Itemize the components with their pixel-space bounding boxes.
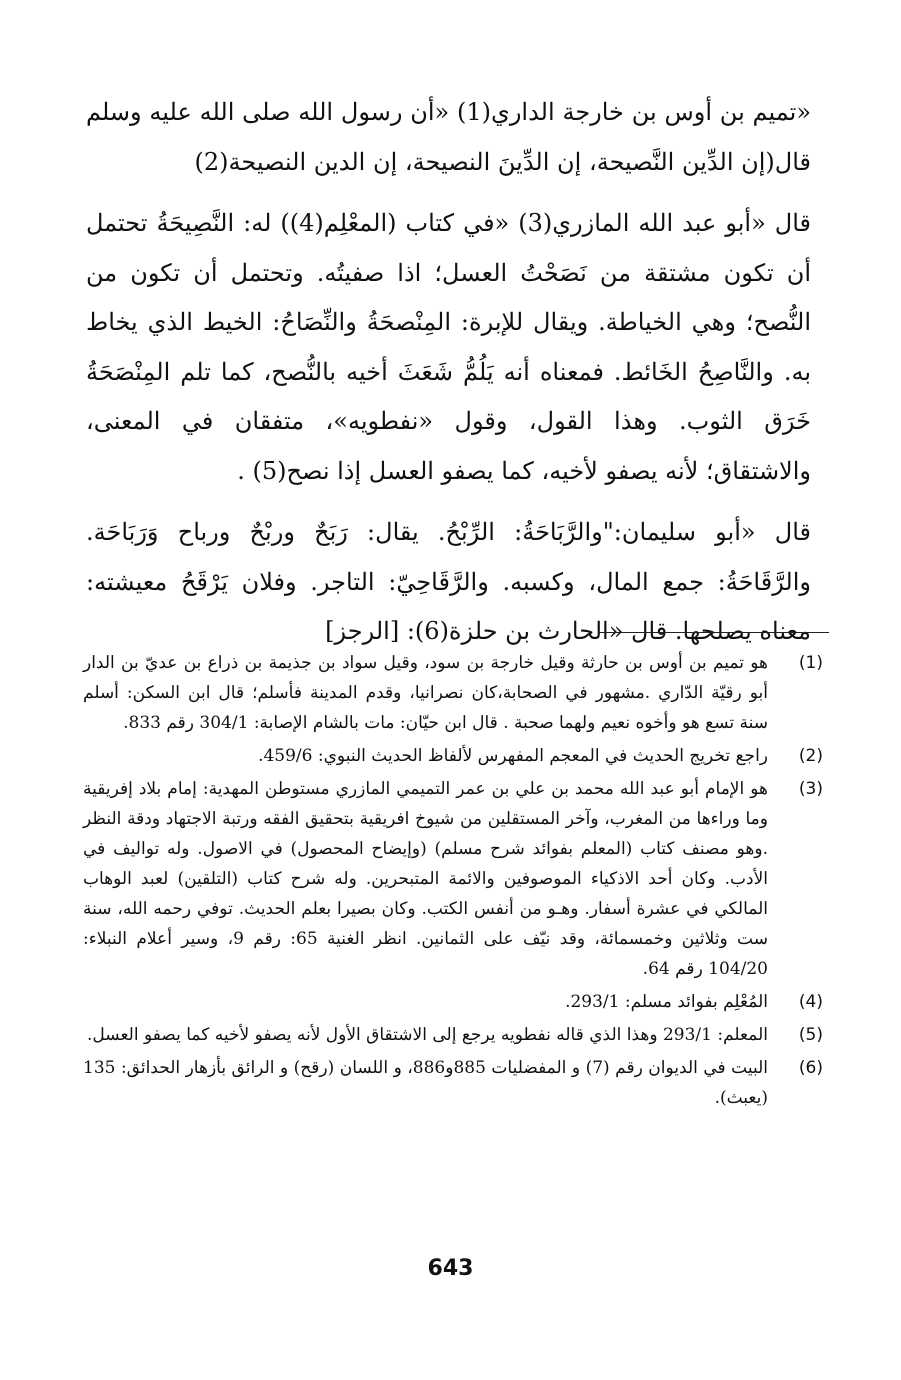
footnote: [83, 648, 823, 738]
footnote-text: المُعْلِم بفوائد مسلم: 293/1.: [565, 992, 768, 1012]
footnote: [83, 774, 823, 984]
main-text: [86, 88, 811, 669]
footnote: [83, 987, 823, 1017]
footnote-text: البيت في الديوان رقم (7) و المفضليات 885و886، و اللسان (رقح) و الرائق بأزهار الحدائق: 135 (يعبث).: [83, 1058, 768, 1108]
paragraph-3: قال «أبو سليمان:"والرَّبَاحَةُ: الرِّبْحُ. يقال: رَبَحٌ وربْحٌ ورباح وَرَبَاحَة. والرَّقَاحَةُ: جمع المال، وكسبه. والرَّقَاحِيّ: التاجر. وفلان يَرْقَحُ معيشته: معناه يصلحها. قال «الحارث بن حلزة(6): [الرجز]: [86, 518, 811, 645]
footnote: [83, 741, 823, 771]
footnote-number: (3): [798, 779, 823, 799]
footnote-text: المعلم: 293/1 وهذا الذي قاله نفطويه يرجع إلى الاشتقاق الأول لأنه يصفو لأخيه كما يصفو العسل.: [87, 1025, 768, 1045]
footnote-text: هو الإمام أبو عبد الله محمد بن علي بن عمر التميمي المازري مستوطن المهدية: إمام بلاد إفريقية وما وراءها من المغرب، وآخر المستقلين من شيوخ افريقية بتحقيق الفقه ورتبة الاجتهاد ودقة النظر .وهو مصنف كتاب (المعلم بفوائد شرح مسلم) (وإيضاح المحصول) في الاصول. وله تواليف في الأدب. وكان أحد الاذكياء الموصوفين والائمة المتبحرين. وله شرح كتاب (التلقين) لعبد الوهاب المالكي في عشرة أسفار. وهـو من أنفس الكتب. وكان بصيرا بعلم الحديث. توفي رحمه الله، سنة ست وثلاثين وخمسمائة، وقد نيّف على الثمانين. انظر الغنية 65: رقم 9، وسير أعلام النبلاء: 104/20 رقم 64.: [83, 779, 768, 979]
footnote-divider: [599, 632, 829, 633]
footnote-number: (1): [798, 653, 823, 673]
paragraph-2: قال «أبو عبد الله المازري(3) «في كتاب (المعْلِم(4)) له: النَّصِيحَةُ تحتمل أن تكون مشتقة من نَصَحْتُ العسل؛ اذا صفيتُه. وتحتمل أن تكون من النُّصح؛ وهي الخياطة. ويقال للإبرة: المِنْصحَةُ والنِّصَاحُ: الخيط الذي يخاط به. والنَّاصِحُ الخَائط. فمعناه أنه يَلُمُّ شَعَثَ أخيه بالنُّصح، كما تلم المِنْصَحَةُ خَرَق الثوب. وهذا القول، وقول «نفطويه»، متفقان في المعنى، والاشتقاق؛ لأنه يصفو لأخيه، كما يصفو العسل إذا نصح(5) .: [86, 209, 812, 485]
footnote-number: (6): [798, 1058, 823, 1078]
page-number: 643: [427, 1256, 474, 1281]
footnote: [83, 1053, 823, 1113]
footnote-number: (2): [798, 746, 823, 766]
paragraph-1: «تميم بن أوس بن خارجة الداري(1) «أن رسول الله صلى الله عليه وسلم قال(إن الدِّين النَّصيحة، إن الدِّينَ النصيحة، إن الدين النصيحة(2): [86, 98, 812, 176]
footnote-text: هو تميم بن أوس بن حارثة وقيل خارجة بن سود، وقيل سواد بن جذيمة بن ذراع بن عديّ بن الدار أبو رقيّة الدّاري .مشهور في الصحابة،كان نصرانيا، وقدم المدينة فأسلم؛ قال ابن السكن: أسلم سنة تسع هو وأخوه نعيم ولهما صحبة . قال ابن حيّان: مات بالشام الإصابة: 304/1 رقم 833.: [83, 653, 769, 733]
footnote-number: (4): [798, 992, 823, 1012]
footnote: [83, 1020, 823, 1050]
footnote-text: راجع تخريج الحديث في المعجم المفهرس لألفاظ الحديث النبوي: 459/6.: [258, 746, 768, 766]
footnotes: [83, 648, 823, 1116]
footnote-number: (5): [798, 1025, 823, 1045]
